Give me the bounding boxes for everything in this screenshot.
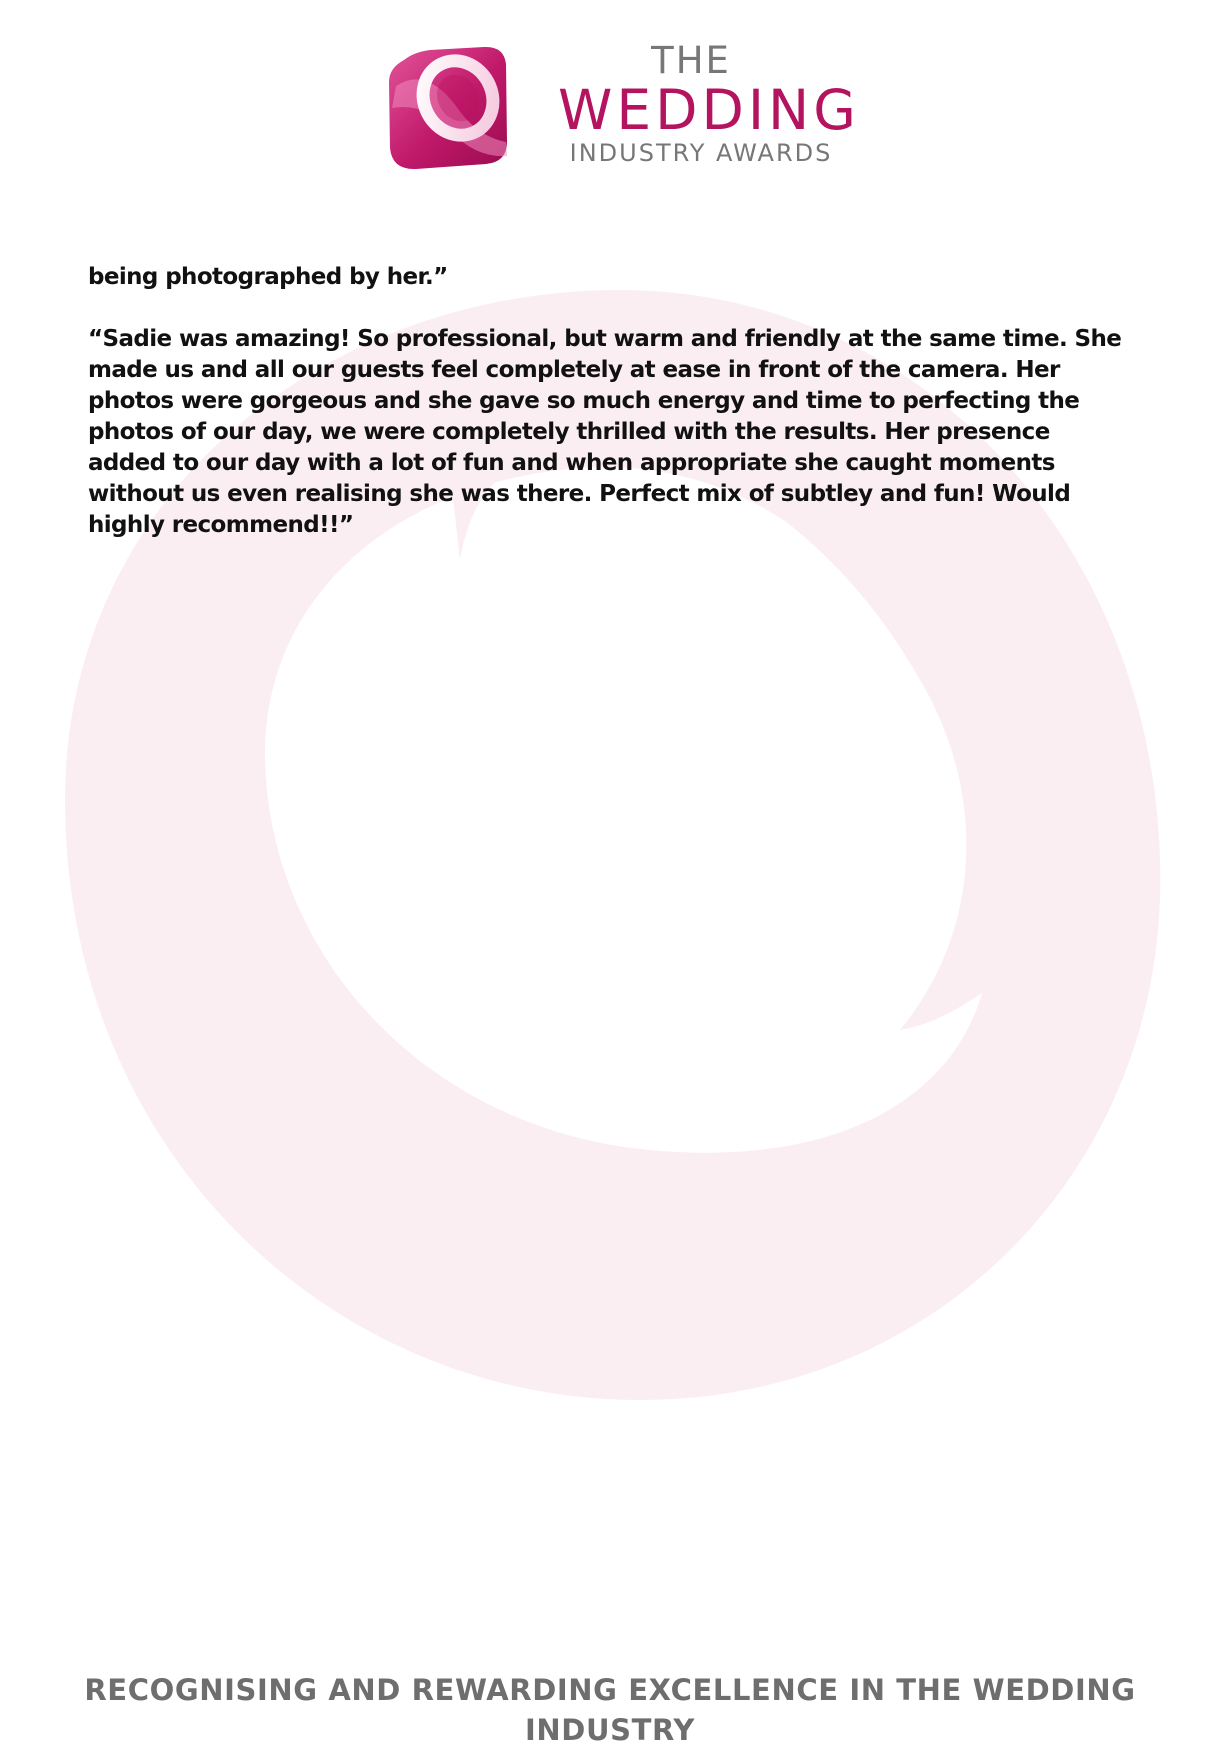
brand-line-industry-awards: INDUSTRY AWARDS — [569, 139, 833, 167]
testimonial-fragment: being photographed by her.” — [88, 264, 448, 290]
page-header — [0, 0, 1220, 200]
brand-line-wedding: WEDDING — [558, 78, 860, 142]
testimonial-quote: “Sadie was amazing! So professional, but warm and friendly at the same time. She made us and all our guests feel completely at ease in front of the camera. Her photos were gorgeous and she gave so much energy and time to perfecting the photos of our day, we were completely thrilled with the results. Her presence added to our day with a lot of fun and when appropriate she caught moments without us even realising she was there. Perfect mix of subtley and fun! Would highly recommend!!” — [88, 326, 1122, 538]
brand-wordmark — [556, 39, 860, 168]
footer-tagline: RECOGNISING AND REWARDING EXCELLENCE IN THE WEDDING INDUSTRY — [84, 1673, 1136, 1747]
wedding-ring-logo-icon — [386, 46, 510, 170]
testimonials-body — [88, 262, 1128, 541]
brand-line-the: THE — [651, 39, 731, 82]
